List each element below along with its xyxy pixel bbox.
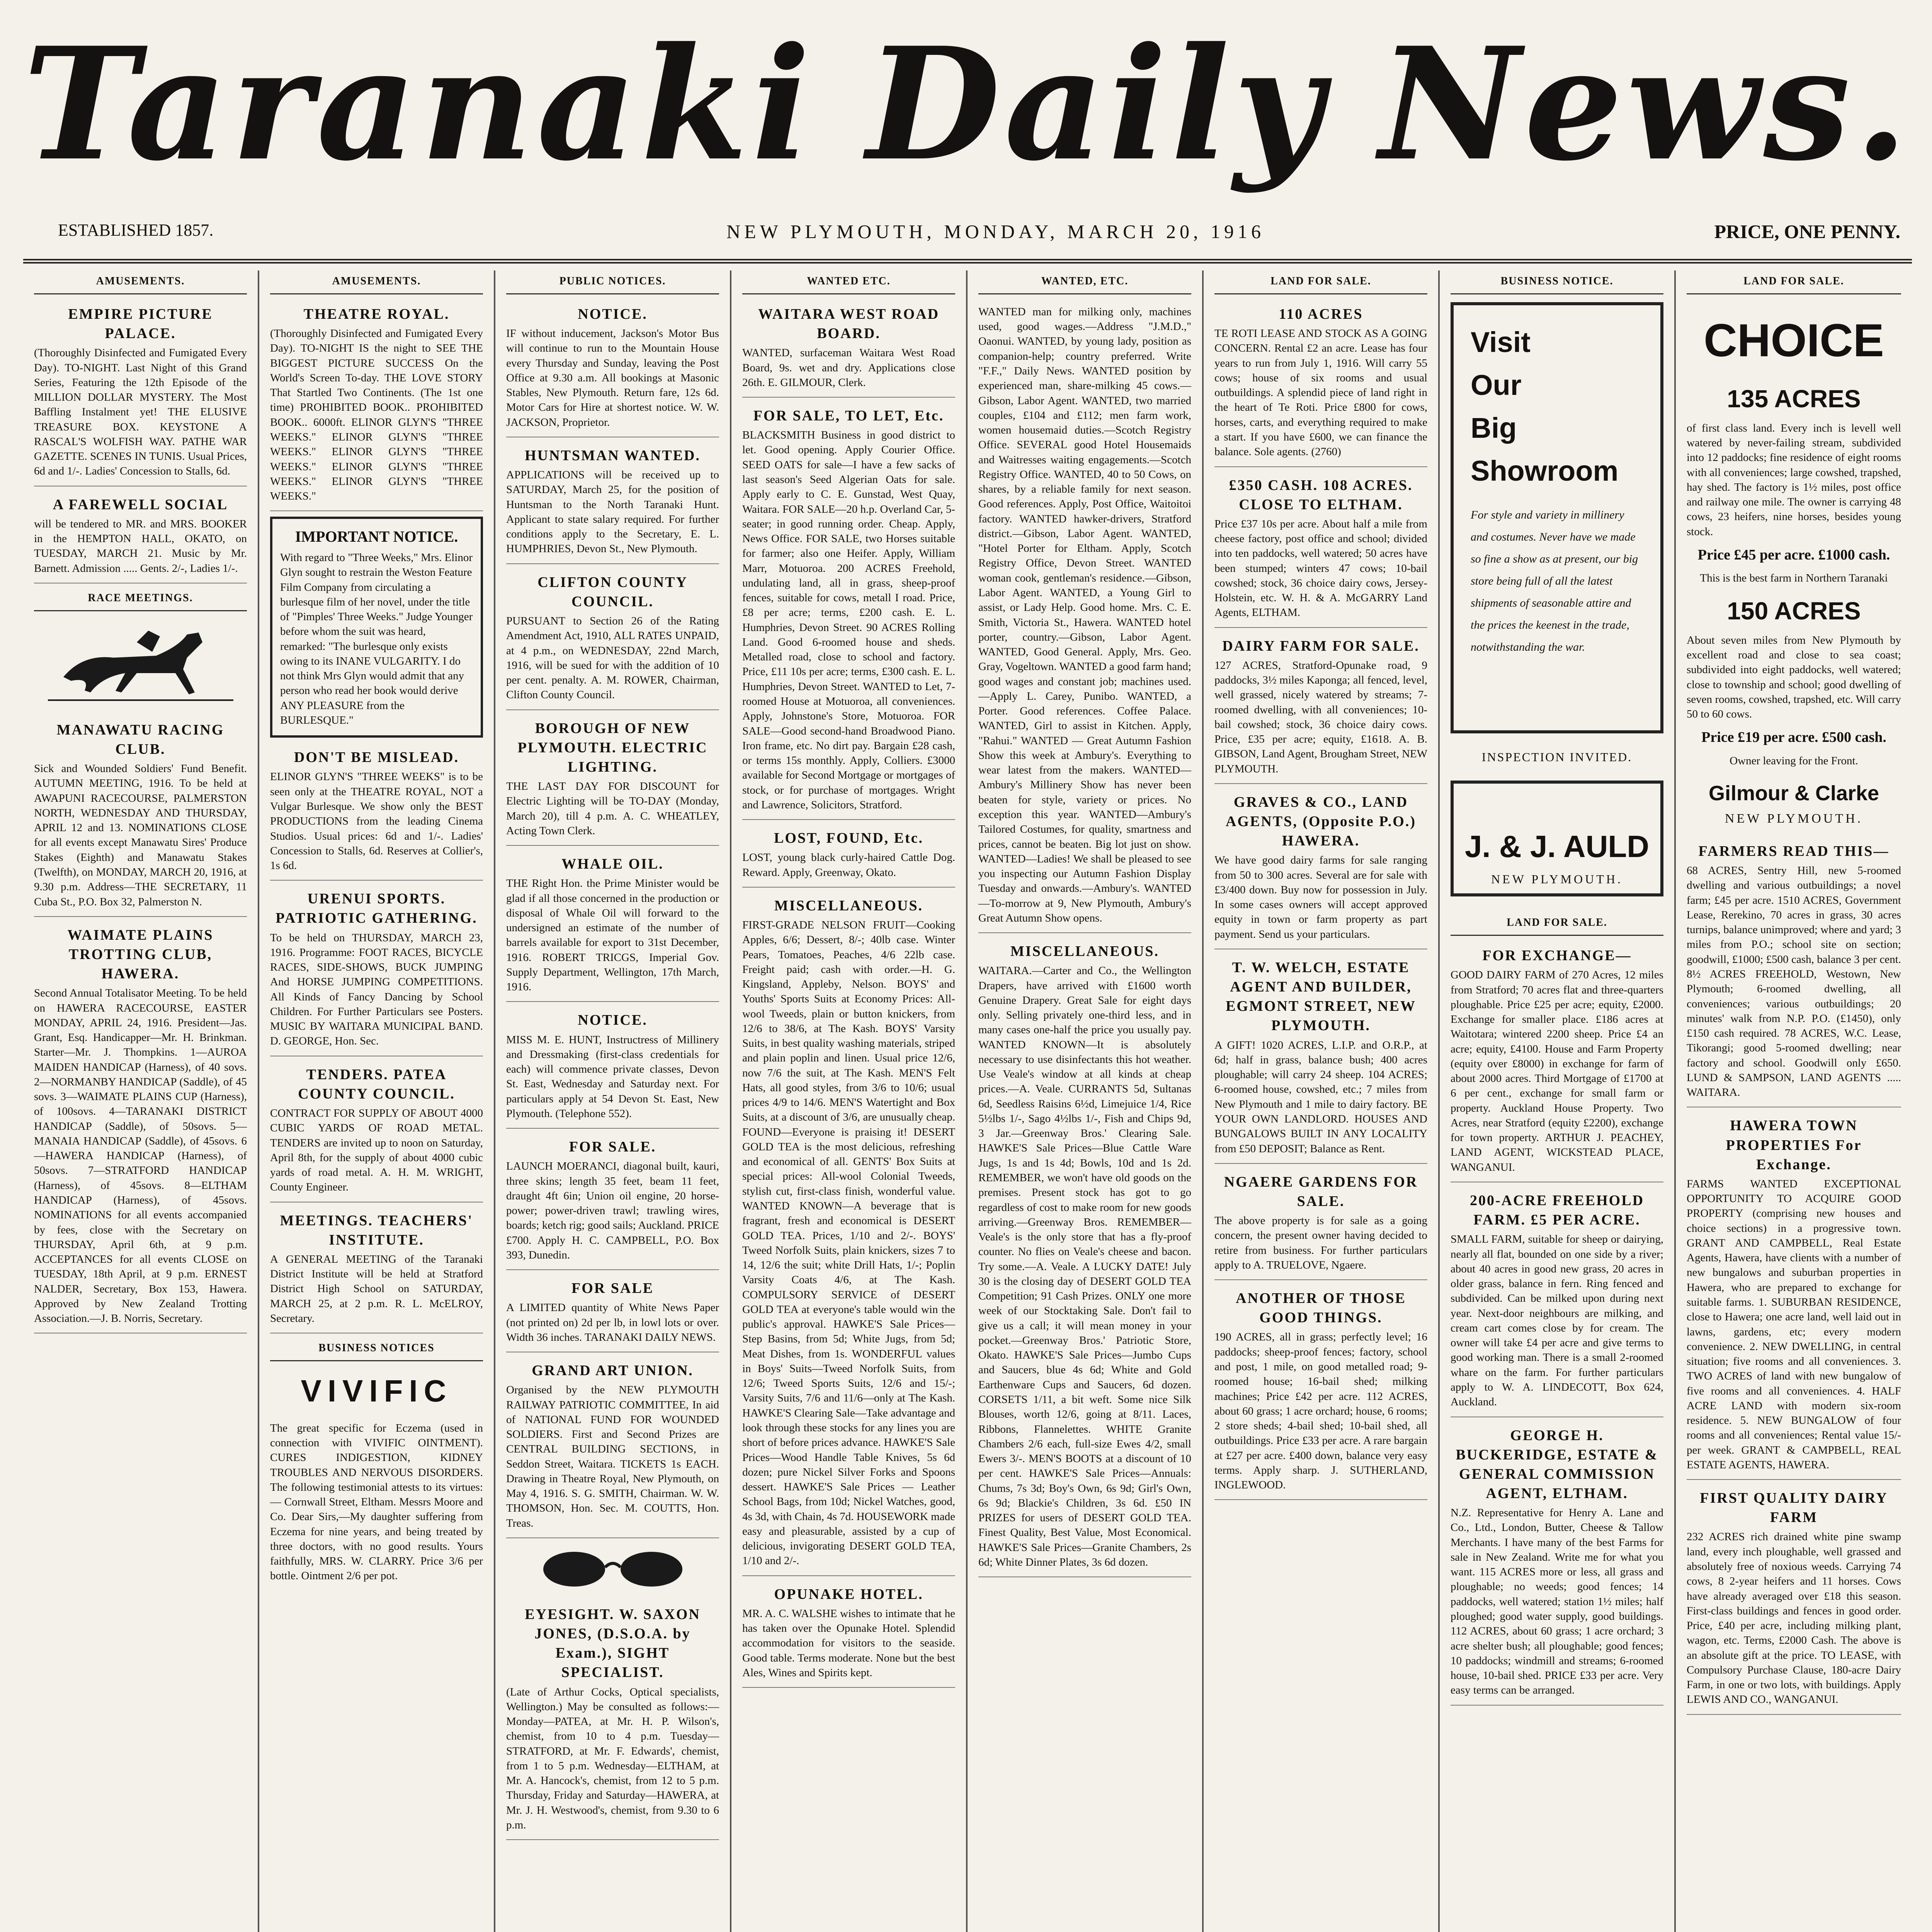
showroom-line: Visit <box>1471 326 1531 358</box>
ad-teachers-institute <box>270 1206 483 1334</box>
ad-another-good-things <box>1214 1284 1427 1500</box>
auld-town: NEW PLYMOUTH. <box>1491 872 1623 886</box>
ad-manawatu-racing-club <box>34 716 247 917</box>
ad-body: The above property is for sale as a going concern, the present owner having decided to retire from business. For further particulars apply to A. TRUELOVE, Ngaere. <box>1214 1214 1427 1271</box>
ad-title: FOR EXCHANGE— <box>1482 947 1632 964</box>
ad-body: 127 ACRES, Stratford-Opunake road, 9 paddocks, 3½ miles Kaponga; all fenced, level, well grassed, nicely watered by streams; 7-roomed dwelling, with all conveniences; 10-bail cowshed; stock, 36 choice dairy cows. Price, £35 per acre; equity, £1618. A. B. GIBSON, Land Agent, Brougham Street, NEW PLYMOUTH. <box>1214 659 1427 775</box>
ad-title: IMPORTANT NOTICE. <box>295 528 458 546</box>
masthead-word-taranaki: Taranaki <box>23 14 815 195</box>
ad-body: WANTED, surfaceman Waitara West Road Board, 9s. wet and dry. Applications close 26th. E. GILMOUR, Clerk. <box>742 347 955 389</box>
section-miscellaneous <box>978 937 1191 1577</box>
ad-urenui-sports <box>270 884 483 1056</box>
ad-body: GOOD DAIRY FARM of 270 Acres, 12 miles from Stratford; 70 acres flat and three-quarters ploughable. Price £25 per acre; equity, £2000. Exchange for smaller place. £186 acres at Waitotara; wintered 2200 sheep. Price £4 an acre; equity, £4100. House and Farm Property (equity over £8000) in exchange for farm of about 2000 acres. Third Mortgage of £1700 at 6 per cent., exchange for small farm or property. Auckland House Property. Two Acres, near Stratford (equity £2200), exchange for town property. ARTHUR J. PEACHEY, LAND AGENT, WICKSTEAD PLACE, WANGANUI. <box>1451 969 1663 1173</box>
ad-body: Second Annual Totalisator Meeting. To be held on HAWERA RACECOURSE, EASTER MONDAY, APRIL 24, 1916. President—Jas. Grant, Esq. Handicapper—Mr. H. Brinkman. Starter—Mr. J. Thompkins. 1—AUROA MAIDEN HANDICAP (Harness), of 40 sovs. 2—NORMANBY HANDICAP (Saddle), of 45 sovs. 3—WAIMATE PLAINS CUP (Harness), of 100sovs. 4—TARANAKI DISTRICT HANDICAP (Saddle), of 50sovs. 5—MANAIA HANDICAP (Saddle), of 45sovs. 6—HAWERA HANDICAP (Harness), of 50sovs. 7—STRATFORD HANDICAP (Harness), of 45sovs. 8—ELTHAM HANDICAP (Harness), of 45sovs. NOMINATIONS for all events accompanied by fees, close with the Secretary on THURSDAY, April 6th, at 9 p.m. ACCEPTANCES for all events CLOSE on TUESDAY, 18th April, at 9 p.m. ERNEST NALDER, Secretary, Box 153, Hawera. Approved by New Zealand Trotting Association.—J. B. Norris, Secretary. <box>34 987 247 1325</box>
ad-body: CONTRACT FOR SUPPLY OF ABOUT 4000 CUBIC YARDS OF ROAD METAL. TENDERS are invited up to noon on Saturday, April 8th, for the supply of about 4000 cubic yards of road metal. A. H. M. WRIGHT, County Engineer. <box>270 1107 483 1194</box>
inspection-invited: INSPECTION INVITED. <box>1481 750 1633 764</box>
ad-body: (Thoroughly Disinfected and Fumigated Every Day). TO-NIGHT. Last Night of this Grand Series, Featuring the 12th Episode of the MILLION DOLLAR MYSTERY. The Most Baffling Instalment yet! THE ELUSIVE TREASURE BOX. KEYSTONE A RASCAL'S WOLFISH WAY. PATHE WAR GAZETTE. SCENES IN TUNIS. Usual Prices, 6d and 1/-. Ladies' Concession to Stalls, 6d. <box>34 347 247 478</box>
ad-close-to-eltham <box>1214 471 1427 628</box>
ad-t-w-welch <box>1214 953 1427 1164</box>
ad-title: NOTICE. <box>578 306 648 322</box>
price-note: This is the best farm in Northern Taranaki <box>1700 572 1888 585</box>
ad-title: THEATRE ROYAL. <box>303 306 450 322</box>
masthead-word-daily: Daily <box>866 14 1327 195</box>
ad-empire-picture-palace <box>34 300 247 486</box>
column-3 <box>495 270 731 1932</box>
column-heading: AMUSEMENTS. <box>270 270 483 294</box>
auld-name: J. & J. AULD <box>1464 829 1650 864</box>
ad-clifton-county-council <box>506 568 719 710</box>
ad-body: FARMS WANTED EXCEPTIONAL OPPORTUNITY TO ACQUIRE GOOD PROPERTY (comprising new houses and choice sections) in a progressive town. GRANT AND CAMPBELL, Real Estate Agents, Hawera, have clients with a number of new bungalows and suburban properties in Hawera, who are prepared to exchange for suitable farms. 1. SUBURBAN RESIDENCE, close to Hawera; one acre land, well laid out in lawns, gardens, etc; every modern convenience. 2. NEW DWELLING, in central situation; five rooms and all conveniences. 3. TWO ACRES of land with new bungalow of five rooms and all conveniences. 4. HALF ACRE LAND with modern six-room residence. 5. NEW BUNGALOW of four rooms and all conveniences; Rental value 15/- per week. GRANT & CAMPBELL, REAL ESTATE AGENTS, HAWERA. <box>1687 1177 1901 1471</box>
ad-title: FOR SALE. <box>569 1139 656 1155</box>
ad-body: We have good dairy farms for sale ranging from 50 to 300 acres. Several are for sale with £3/400 down. Buy now for possession in July. In some cases owners will accept approved equity in town or farm property as part payment. Send us your particulars. <box>1214 854 1427 940</box>
showroom-description: For style and variety in millinery and costumes. Never have we made so fine a show as at present, our big store being full of all the latest shipments of seasonable attire and the prices the keenest in the trade, notwithstanding the war. <box>1471 508 1638 653</box>
ad-patea-county-tenders <box>270 1060 483 1202</box>
ad-body: IF without inducement, Jackson's Motor Bus will continue to run to the Mountain House every Thursday and Sunday, leaving the Post Office at 9.30 a.m. All bookings at Masonic Stables, New Plymouth. Return fare, 12s 6d. Motor Cars for Hire at shortest notice. W. W. JACKSON, Proprietor. <box>506 327 719 429</box>
racehorse-illustration <box>48 619 233 708</box>
column-6 <box>1204 270 1440 1932</box>
acres-headline: 150 ACRES <box>1727 597 1861 625</box>
ad-body: A LIMITED quantity of White News Paper (not printed on) 2d per lb, in lowl lots or over. Width 36 inches. TARANAKI DAILY NEWS. <box>506 1301 719 1344</box>
ad-body: THE LAST DAY FOR DISCOUNT for Electric Lighting will be TO-DAY (Monday, March 20), till 4 p.m. A. C. WHEATLEY, Acting Town Clerk. <box>506 780 719 837</box>
acres-headline: 135 ACRES <box>1727 385 1861 413</box>
vivific-title: VIVIFIC <box>301 1374 452 1408</box>
ad-title: FARMERS READ THIS— <box>1698 843 1889 859</box>
showroom-line: Our <box>1471 369 1522 401</box>
ad-theatre-royal <box>270 300 483 511</box>
spectacles-illustration <box>532 1546 694 1592</box>
ad-body: (Thoroughly Disinfected and Fumigated Every Day). TO-NIGHT IS the night to SEE THE BIGGEST PICTURE SUCCESS On the World's Screen To-day. THE LOVE STORY That Startled Two Continents. (The 1st one time) PROHIBITED BOOK.. PROHIBITED BOOK.. 6000ft. ELINOR GLYN'S "THREE WEEKS." ELINOR GLYN'S "THREE WEEKS." ELINOR GLYN'S "THREE WEEKS." ELINOR GLYN'S "THREE WEEKS." ELINOR GLYN'S "THREE WEEKS." <box>270 327 483 503</box>
ad-title: 110 ACRES <box>1279 306 1363 322</box>
masthead-word-news: News. <box>1379 14 1912 195</box>
column-1 <box>23 270 259 1932</box>
newspaper-page <box>23 15 1912 1932</box>
ad-body: WANTED man for milking only, machines used, good wages.—Address "J.M.D.," Oaonui. WANTED, by young lady, position as companion-help; country preferred. Write "F.F.," Daily News. WANTED position by experienced man, share-milking 45 cows.—Gibson, Labor Agent. WANTED, two married couples, £104 and £112; men farm work, women housemaid duties.—Scotch Registry Office. SEVERAL good Hotel Housemaids and Waitresses waiting engagements.—Scotch Registry Office. WANTED, 40 to 50 Cows, on shares, by a reliable family for next season. Good references. Apply, Post Office, Waitoitoi factory. WANTED hawker-drivers, Stratford district.—Gibson, Labor Agent. WANTED, "Hotel Porter for Eltham. Apply, Scotch Registry Office, Devon Street. WANTED woman cook, gentleman's residence.—Gibson, Labor Agent. WANTED, a Young Girl to assist, or Lady Help. Good home. Mrs. C. E. Smith, Victoria St., Hawera. WANTED hotel porter, country.—Gibson, Labor Agent. WANTED, Good General. Apply, Mrs. Geo. Gray, Vogeltown. WANTED a good farm hand; good wages and constant job; machines used.—Apply L. Carey, Punibo. WANTED, a Porter. Good references. Coffee Palace. WANTED, Girl to assist in Kitchen. Apply, "Rahui." WANTED — Great Autumn Fashion Show this week at Ambury's. Everything to wear latest from the makers. WANTED—Ambury's Millinery Show has never been beaten for style, variety or prices. No exception this year. WANTED—Ambury's Tailored Costumes, for quality, smartness and prices, cannot be beaten. Big lot just on show. WANTED—Ladies! We shall be pleased to see you inspecting our Autumn Fashion Display Tuesday and onwards.—Ambury's. WANTED—To-morrow at 9, New Plymouth, Ambury's Great Autumn Show opens. <box>978 305 1191 924</box>
place-date: NEW PLYMOUTH, MONDAY, MARCH 20, 1916 <box>726 221 1265 242</box>
ad-body: (Late of Arthur Cocks, Optical specialists, Wellington.) May be consulted as follows:—Monday—PATEA, at Mr. H. P. Wilson's, chemist, from 10 to 4 p.m. Tuesday—STRATFORD, at Mr. F. Edwards', chemist, from 1 to 5 p.m. Wednesday—ELTHAM, at Mr. A. Hancock's, chemist, from 12 to 5 p.m. Thursday, Friday and Saturday—HAWERA, at Mr. J. H. Westwood's, chemist, from 9.30 to 6 p.m. <box>506 1685 719 1831</box>
section-heading-business-notices: BUSINESS NOTICES <box>270 1337 483 1361</box>
ad-body: ELINOR GLYN'S "THREE WEEKS" is to be seen only at the THEATRE ROYAL, NOT a Vulgar Burlesque. We show only the BEST PRODUCTIONS from the leading Cinema Studios. Usual prices: 6d and 1/-. Ladies' Concession to Stalls, 6d. Reserves at Collier's, 1s 6d. <box>270 770 483 872</box>
ad-title: WHALE OIL. <box>561 856 664 872</box>
ad-title: CLIFTON COUNTY COUNCIL. <box>537 574 688 610</box>
showroom-line: Showroom <box>1471 454 1619 487</box>
ad-title: GRAVES & CO., LAND AGENTS, (Opposite P.O.) HAWERA. <box>1225 794 1417 849</box>
ad-waimate-plains-trotting <box>34 921 247 1334</box>
ad-title: DAIRY FARM FOR SALE. <box>1222 638 1420 654</box>
section-heading-race-meetings: RACE MEETINGS. <box>34 587 247 611</box>
ad-title: EYESIGHT. W. SAXON JONES, (D.S.O.A. by Exam.), SIGHT SPECIALIST. <box>525 1606 701 1681</box>
section-wanted-listings <box>978 300 1191 933</box>
ad-eyesight-specialist <box>506 1600 719 1840</box>
ad-launch-for-sale <box>506 1133 719 1270</box>
masthead <box>23 15 1912 193</box>
dateline <box>23 209 1912 264</box>
ad-body: N.Z. Representative for Henry A. Lane and Co., Ltd., London, Butter, Cheese & Tallow Merchants. I have many of the best Farms for sale in New Zealand. Write me for what you want. 115 ACRES more or less, all grass and ploughable; no weeds; good fences; 14 paddocks, well watered; station 1½ miles; half ploughed; good water supply, good buildings. 112 ACRES, about 60 grass; 1 acre orchard; 3 acre shelter bush; all ploughable; good fences; 10 paddocks; windmill and streams; 6-roomed house, 10-bail shed. PRICE £33 per acre. Very easy terms can be arranged. <box>1451 1507 1663 1697</box>
ad-title: ANOTHER OF THOSE GOOD THINGS. <box>1236 1290 1406 1326</box>
ad-ngaere-gardens <box>1214 1168 1427 1280</box>
price-note: Owner leaving for the Front. <box>1730 754 1858 767</box>
ad-title: MISCELLANEOUS. <box>1010 943 1160 960</box>
ad-te-roti-lease <box>1214 300 1427 467</box>
ad-body: 68 ACRES, Sentry Hill, new 5-roomed dwelling and various outbuildings; a novel farm; £45 per acre. 1510 ACRES, Government Lease, Rerekino, 70 acres in grass, 30 acres turnips, balance unimproved; where and yard; 3 miles from P.O.; school site on section; goodwill, £1000; £500 cash, balance 3 per cent. 8½ ACRES FREEHOLD, Westown, New Plymouth; 6-roomed dwelling, all conveniences; various outbuildings; 20 minutes' walk from N.P. P.O. (£1450), only £150 cash required. 78 ACRES, W.C. Lease, Tikorangi; good 5-roomed dwelling; near factory and school. Goodwill only £650. LUND & SAMPSON, LAND AGENTS ..... WAITARA. <box>1687 864 1901 1099</box>
ad-title: HUNTSMAN WANTED. <box>525 447 701 464</box>
ad-body: A GIFT! 1020 ACRES, L.I.P. and O.R.P., at 6d; half in grass, balance bush; 400 acres ploughable; will carry 24 sheep. 104 ACRES; 6-roomed house, cowshed, etc.; 7 miles from New Plymouth and 1 mile to dairy factory. BE YOUR OWN LANDLORD. HOUSES AND BUNGALOWS BUILT IN ANY LOCALITY from £50 DEPOSIT; Balance as Rent. <box>1214 1039 1427 1155</box>
ad-whale-oil <box>506 850 719 1002</box>
important-notice-box <box>270 517 483 738</box>
established-label: ESTABLISHED 1857. <box>58 221 214 240</box>
price-line: Price £45 per acre. £1000 cash. <box>1697 546 1890 563</box>
ad-body: MR. A. C. WALSHE wishes to intimate that he has taken over the Opunake Hotel. Splendid accommodation for visitors to the seaside. Good table. Terms moderate. None but the best Ales, Wines and Spirits kept. <box>742 1607 955 1679</box>
ad-title: WAITARA WEST ROAD BOARD. <box>758 306 940 342</box>
column-heading: WANTED ETC. <box>742 270 955 294</box>
ad-hawera-town-properties <box>1687 1111 1901 1480</box>
ad-title: FIRST QUALITY DAIRY FARM <box>1700 1490 1888 1526</box>
ad-title: WAIMATE PLAINS TROTTING CLUB, HAWERA. <box>67 927 214 982</box>
ad-body: LAUNCH MOERANCI, diagonal built, kauri, three skins; length 35 feet, beam 11 feet, draught 4ft 6in; Union oil engine, 20 horse-power; power-driven trawl; trawling wires, boards; ketch rig; good sails; Auckland. PRICE £700. Apply H. C. CAMPBELL, P.O. Box 393, Dunedin. <box>506 1160 719 1261</box>
ad-title: T. W. WELCH, ESTATE AGENT AND BUILDER, EGMONT STREET, NEW PLYMOUTH. <box>1226 959 1416 1034</box>
column-heading: AMUSEMENTS. <box>34 270 247 294</box>
ad-title: LOST, FOUND, Etc. <box>774 830 924 847</box>
ad-body: A GENERAL MEETING of the Taranaki District Institute will be held at Stratford District High School on SATURDAY, MARCH 25, at 2 p.m. R. L. McELROY, Secretary. <box>270 1253 483 1325</box>
column-4 <box>731 270 968 1932</box>
ad-freehold-farm <box>1451 1186 1663 1417</box>
ad-body: APPLICATIONS will be received up to SATURDAY, March 25, for the position of Huntsman to the North Taranaki Hunt. Applicant to state salary required. For further conditions apply to the Secretary, E. L. HUMPHRIES, Devon St., New Plymouth. <box>506 469 719 555</box>
ad-dont-be-mislead <box>270 743 483 881</box>
ad-title: EMPIRE PICTURE PALACE. <box>68 306 213 342</box>
ad-body: MISS M. E. HUNT, Instructress of Millinery and Dressmaking (first-class credentials for each) will commence private classes, Devon St. East, Wednesday and Saturday next. For particulars apply at 54 Devon St. East, New Plymouth. (Telephone 552). <box>506 1033 719 1120</box>
column-2 <box>259 270 495 1932</box>
ad-title: NOTICE. <box>578 1012 648 1029</box>
ad-george-buckeridge <box>1451 1421 1663 1706</box>
ad-title: MEETINGS. TEACHERS' INSTITUTE. <box>280 1212 473 1248</box>
column-8 <box>1676 270 1912 1932</box>
section-miscellaneous <box>742 891 955 1576</box>
ad-farmers-read-this <box>1687 837 1901 1107</box>
ad-body: To be held on THURSDAY, MARCH 23, 1916. Programme: FOOT RACES, BICYCLE RACES, SIDE-SHOWS, BUCK JUMPING And HORSE JUMPING COMPETITIONS. All Kinds of Fancy Dancing by School Children. For Further Particulars see Posters. MUSIC BY WAITARA MUNICIPAL BAND. D. GEORGE, Hon. Sec. <box>270 931 483 1048</box>
showroom-line: Big <box>1471 412 1517 444</box>
column-heading: BUSINESS NOTICE. <box>1451 270 1663 294</box>
column-heading: LAND FOR SALE. <box>1687 270 1901 294</box>
ad-body: THE Right Hon. the Prime Minister would be glad if all those concerned in the production or disposal of Whale Oil will forward to the undersigned an estimate of the number of barrels available for export to 31st December, 1916. ROBERT TRICGS, Imperial Gov. Supply Department, Wellington, 17th March, 1916. <box>506 877 719 993</box>
ad-farewell-social <box>34 490 247 583</box>
section-for-sale-to-let <box>742 401 955 820</box>
ad-first-quality-dairy-farm <box>1687 1484 1901 1715</box>
choice-headline: CHOICE <box>1704 314 1884 366</box>
ad-body: Price £37 10s per acre. About half a mile from cheese factory, post office and school; divided into ten paddocks, well watered; 50 acres have been stumped; winters 47 cows; 10-bail cowshed; stock, 36 choice dairy cows, Jersey-Holstein, etc. W. H. & A. McGARRY Land Agents, ELTHAM. <box>1214 517 1427 619</box>
ad-body: Sick and Wounded Soldiers' Fund Benefit. AUTUMN MEETING, 1916. To be held at AWAPUNI RACECOURSE, PALMERSTON NORTH, WEDNESDAY AND THURSDAY, APRIL 12 and 13. NOMINATIONS CLOSE for all events except Manawatu Sires' Produce Stakes (Eighth) and Manawatu Stakes (Twelfth), on MONDAY, MARCH 20, 1916, at 9.30 p.m. Address—THE SECRETARY, 11 Cuba St., P.O. Box 32, Palmerston N. <box>34 762 247 908</box>
price-label: PRICE, ONE PENNY. <box>1714 221 1900 242</box>
ad-body: WAITARA.—Carter and Co., the Wellington Drapers, have arrived with £1600 worth Genuine Drapery. Great Sale for eight days only. Selling privately one-third less, and in many cases one-half the price you usually pay. WANTED KNOWN—It is absolutely necessary to use disinfectants this hot weather. Use Veale's window at all kinds at cheap prices.—A. Veale. CURRANTS 5d, Sultanas 6d, Seedless Raisins 6½d, Limejuice 1/4, Rice 5½lbs 1/-, Sago 4½lbs 1/-, Fish and Chips 9d, 3 Jar.—Greenway Bros.' Clearing Sale. HAWKE'S Sale Prices—Blue Cattle Ware Jugs, 1s and 1s 4d; Bowls, 10d and 1s 2d. REMEMBER, we won't have old goods on the premises. Present stock has got to go regardless of cost to make room for new goods arriving.—Greenway Bros. REMEMBER—Veale's is the only store that has a fly-proof counter. No flies on Veale's cheese and bacon. Try some.—A. Veale. A LUCKY DATE! July 30 is the closing day of DESERT GOLD TEA Competition; 91 Cash Prizes. ONLY one more week of our Stocktaking Sale. Don't fail to give us a call; it will mean money in your pocket.—Greenway Bros.' Patriotic Store, Okato. HAWKE'S Sale Prices—Jumbo Cups and Saucers, blue 4s 6d; White and Gold Earthenware Cups and Saucers, 6d dozen. CORSETS 1/11, a bit weft. Some nice Silk Blouses, worth 12/6, going at 8/11. Laces, Ribbons, Flannelettes. WHITE Granite Chambers 2/6 each, full-size Ewes 4/2, small Ewers 3/-. MEN'S BOOTS at a discount of 10 per cent. HAWKE'S Sale Prices—Annuals: Chums, 7s 3d; Boy's Own, 6s 9d; Girl's Own, 6s 9d; Blackie's Children, 3s 6d. £50 IN PRIZES for users of DESERT GOLD TEA. Finest Quality, Best Value, Most Economical. HAWKE'S Sale Prices—Granite Chambers, 2s 6d; White Dinner Plates, 3s 6d dozen. <box>978 964 1191 1568</box>
ad-body: Organised by the NEW PLYMOUTH RAILWAY PATRIOTIC COMMITTEE, In aid of NATIONAL FUND FOR WOUNDED SOLDIERS. First and Second Prizes are CENTRAL BUILDING SECTIONS, in Seddon Street, Waitara. TICKETS 1s EACH. Drawing in Theatre Royal, New Plymouth, on May 4, 1916. S. G. SMITH, Chairman. W. W. THOMSON, Hon. Sec. M. COUTTS, Hon. Treas. <box>506 1384 719 1529</box>
ad-body: LOST, young black curly-haired Cattle Dog. Reward. Apply, Greenway, Okato. <box>742 851 955 879</box>
ad-title: FOR SALE, TO LET, Etc. <box>753 408 944 424</box>
ad-title: TENDERS. PATEA COUNTY COUNCIL. <box>298 1066 455 1102</box>
column-heading: LAND FOR SALE. <box>1214 270 1427 294</box>
ad-title: HAWERA TOWN PROPERTIES For Exchange. <box>1726 1117 1862 1173</box>
ad-grand-art-union <box>506 1356 719 1538</box>
column-5 <box>968 270 1204 1932</box>
firm-town: NEW PLYMOUTH. <box>1725 811 1863 826</box>
ad-title: GRAND ART UNION. <box>532 1362 694 1379</box>
column-heading: PUBLIC NOTICES. <box>506 270 719 294</box>
ad-title: MANAWATU RACING CLUB. <box>56 721 224 757</box>
column-7 <box>1440 270 1676 1932</box>
ad-electric-lighting <box>506 714 719 846</box>
ad-news-paper-for-sale <box>506 1274 719 1352</box>
ad-dairy-farm-for-sale <box>1214 632 1427 784</box>
acres-description: of first class land. Every inch is levell well watered by never-failing stream, subdivided into 12 paddocks; fine residence of eight rooms with all conveniences; large cowshed, trapshed, hay shed. The factory is 1½ miles, post office and railway one mile. The owner is carrying 48 cows, 23 heifers, nine horses, besides young stock. <box>1687 422 1901 538</box>
ad-body: 190 ACRES, all in grass; perfectly level; 16 paddocks; sheep-proof fences; factory, school and post, 1 mile, on good metalled road; 9-roomed house; 16-bail shed; milking machines; Price £42 per acre. 112 ACRES, about 60 grass; 1 acre orchard; house, 6 rooms; 2 store sheds; 4-bail shed; 10-bail shed, all outbuildings. Price £33 per acre. A rare bargain at £27 per acre. £400 down, balance very easy terms. Apply sharp. J. SUTHERLAND, INGLEWOOD. <box>1214 1331 1427 1492</box>
ad-title: OPUNAKE HOTEL. <box>774 1586 923 1602</box>
ad-title: NGAERE GARDENS FOR SALE. <box>1224 1173 1418 1209</box>
ad-opunake-hotel <box>742 1580 955 1688</box>
ad-millinery-notice <box>506 1006 719 1129</box>
price-line: Price £19 per acre. £500 cash. <box>1701 729 1886 746</box>
showroom-advert-box <box>1451 302 1663 733</box>
ad-body: SMALL FARM, suitable for sheep or dairying, nearly all flat, bounded on one side by a river; about 40 acres in good new grass, 20 acres in older grass, balance in fern. Ring fenced and subdivided. Can be milked upon during next year. Next-door neighbours are milking, and cream cart comes close by for cream. The owner will take £4 per acre and give terms to good working man. There is a small 2-roomed whare on the farm. For further particulars apply to W. A. LINDECOTT, Box 624, Auckland. <box>1451 1233 1663 1408</box>
ad-body: FIRST-GRADE NELSON FRUIT—Cooking Apples, 6/6; Dessert, 8/-; 40lb case. Winter Pears, Tomatoes, Peaches, 4/6 22lb case. Freight paid; cash with order.—H. G. Kingsland, Appleby, Nelson. BOYS' and Youths' Sports Suits at Economy Prices: All-wool Tweeds, plain or button knickers, from 12/6 to 38/6, at The Kash. BOYS' Varsity Suits, in best quality washing materials, striped and plain poplin and linen. Usual price 12/6, now 7/6 the suit, at The Kash. MEN'S Felt Hats, all good styles, from 3/6 to 10/6; usual prices 4/9 to 14/6. MEN'S Watertight and Box Suits, at a discount of 3/6, are unusually cheap. FOUND—Everyone is praising it! DESERT GOLD TEA is the most delicious, refreshing and economical of all. GENTS' Box Suits at special prices: All-wool Colonial Tweeds, stylish cut, first-class finish, wonderful value. WANTED KNOWN—A beverage that is fragrant, fresh and economical is DESERT GOLD TEA. Prices, 1/10 and 2/-. BOYS' Tweed Norfolk Suits, plain knickers, sizes 7 to 14, 12/6 the suit; white Drill Hats, 1/-; Poplin Varsity Coats 4/6, at The Kash. COMPULSORY SERVICE of DESERT GOLD TEA at everyone's table would win the public's approval. HAWKE'S Sale Prices—Step Basins, from 5d; White Jugs, from 5d; Meat Dishes, from 1s. WONDERFUL values in Boys' Suits—Tweed Norfolk Suits, from 12/6; Tweed Sports Suits, 12/6 and 15/-; Varsity Suits, 7/6 and 11/6—only at The Kash. HAWKE'S Clearing Sale—Take advantage and look through these stocks for any lines you are short of before prices advance. HAWKE'S Sale Prices—Wood Handle Table Knives, 5s 6d dozen; pure Nickel Silver Forks and Spoons dessert. HAWKE'S Sale Prices — Leather School Bags, from 10d; Nickel Watches, good, 4s 3d, with Chain, 4s 7d. HOUSEWORK made easy and pleasurable, assisted by a cup of delicious, invigorating DESERT GOLD TEA, 1/10 and 2/-. <box>742 918 955 1567</box>
ad-waitara-west-road-board <box>742 300 955 398</box>
section-heading-land-for-sale: LAND FOR SALE. <box>1451 912 1663 936</box>
ad-graves-and-co <box>1214 788 1427 949</box>
ad-motor-bus-notice <box>506 300 719 437</box>
section-lost-found <box>742 824 955 888</box>
columns <box>23 270 1912 1932</box>
ad-body: will be tendered to MR. and MRS. BOOKER in the HEMPTON HALL, OKATO, on TUESDAY, MARCH 21. Music by Mr. Barnett. Admission ..... Gents. 2/-, Ladies 1/-. <box>34 517 247 575</box>
ad-title: BOROUGH OF NEW PLYMOUTH. ELECTRIC LIGHTING. <box>517 720 708 775</box>
ad-title: A FAREWELL SOCIAL <box>53 496 228 513</box>
vivific-body: The great specific for Eczema (used in connection with VIVIFIC OINTMENT). CURES INDIGESTION, KIDNEY TROUBLES AND NERVOUS DISORDERS. The following testimonial attests to its virtues:— Cornwall Street, Eltham. Messrs Moore and Co. Dear Sirs,—My daughter suffering from Eczema for nine years, and being treated by three doctors, with no good results. Yours faithfully, MRS. W. CLARRY. Price 3/6 per bottle. Ointment 2/6 per pot. <box>270 1422 483 1582</box>
column-heading: WANTED, ETC. <box>978 270 1191 294</box>
ad-body: With regard to "Three Weeks," Mrs. Elinor Glyn sought to restrain the Weston Feature Film Company from circulating a burlesque film of her novel, under the title of "Pimples' Three Weeks." Judge Younger before whom the suit was heard, remarked: "The burlesque only exists owing to its INANE VULGARITY. I do not think Mrs Glyn would admit that any person who read her book would derive ANY PLEASURE from the BURLESQUE." <box>280 551 473 727</box>
ad-title: DON'T BE MISLEAD. <box>294 749 459 766</box>
ad-body: BLACKSMITH Business in good district to let. Good opening. Apply Courier Office. SEED OATS for sale—I have a few sacks of last season's Seed Algerian Oats for sale. Apply early to C. E. Gunstad, West Quay, Waitara. FOR SALE—20 h.p. Overland Car, 5-seater; in good running order. Cheap. Apply, News Office. FOR SALE, two Horses suitable for farmer; also one Heifer. Apply, William Marr, Motuoroa. 200 ACRES Freehold, undulating land, all in grass, sheep-proof fences, suitable for cows, metall I road. Price, £8 per acre; terms, £200 cash. E. L. Humphries, Devon Street. 90 ACRES Rolling Land. Good 6-roomed house and sheds. Metalled road, close to school and factory. Price, £11 10s per acre; terms, £300 cash. E. L. Humphries, Devon Street. WANTED to Let, 7-roomed House at Motuoroa, all conveniences. Apply, Johnstone's Store, Motuoroa. FOR SALE—Good second-hand Broadwood Piano. Iron frame, etc. No dirt pay. Bargain £28 cash, or terms 15s monthly. Apply, Colliers. £3000 available for Second Mortgage or mortgages of stock, or for purchase of mortgages. Wright and Lawrence, Solicitors, Stratford. <box>742 429 955 811</box>
ad-title: GEORGE H. BUCKERIDGE, ESTATE & GENERAL COMMISSION AGENT, ELTHAM. <box>1456 1427 1658 1502</box>
acres-description: About seven miles from New Plymouth by excellent road and close to sea coast; subdivided into eight paddocks, well watered; close to township and school; good dwelling of seven rooms, cowshed, trapshed, etc. Will carry 50 to 60 cows. <box>1687 634 1901 721</box>
ad-body: TE ROTI LEASE AND STOCK AS A GOING CONCERN. Rental £2 an acre. Lease has four years to run from July 1, 1916. Will carry 55 cows; house of six rooms and usual outbuildings. A splendid piece of land right in the heart of Te Roti. Price £800 for cows, horses, carts, and everything required to make a start. If you have £600, we can finance the balance. Sole agents. (2760) <box>1214 327 1427 458</box>
ad-title: FOR SALE <box>571 1280 654 1297</box>
auld-advert-box <box>1451 781 1663 896</box>
ad-title: 200-ACRE FREEHOLD FARM. £5 PER ACRE. <box>1469 1192 1645 1228</box>
ad-body: 232 ACRES rich drained white pine swamp land, every inch ploughable, well grassed and absolutely free of noxious weeds. Carrying 74 cows, 8 2-year heifers and 11 horses. Cows have already averaged over £18 this season. First-class buildings and fences in good order. Price, £40 per acre, including milking plant, wagon, etc. Terms, £2000 Cash. The above is an absolute gift at the price. TO LEASE, with Compulsory Purchase Clause, 180-acre Dairy Farm, in one or two lots, with buildings. Apply LEWIS AND CO., WANGANUI. <box>1687 1531 1901 1706</box>
firm-name: Gilmour & Clarke <box>1708 781 1879 805</box>
ad-title: £350 CASH. 108 ACRES. CLOSE TO ELTHAM. <box>1229 477 1413 513</box>
ad-title: MISCELLANEOUS. <box>774 897 923 914</box>
ad-body: PURSUANT to Section 26 of the Rating Amendment Act, 1910, ALL RATES UNPAID, at 4 p.m., on WEDNESDAY, 22nd March, 1916, will be sued for with the addition of 10 per cent. penalty. A. M. ROWER, Chairman, Clifton County Council. <box>506 615 719 701</box>
ad-for-exchange <box>1451 941 1663 1182</box>
ad-title: URENUI SPORTS. PATRIOTIC GATHERING. <box>276 891 478 927</box>
ad-huntsman-wanted <box>506 441 719 564</box>
